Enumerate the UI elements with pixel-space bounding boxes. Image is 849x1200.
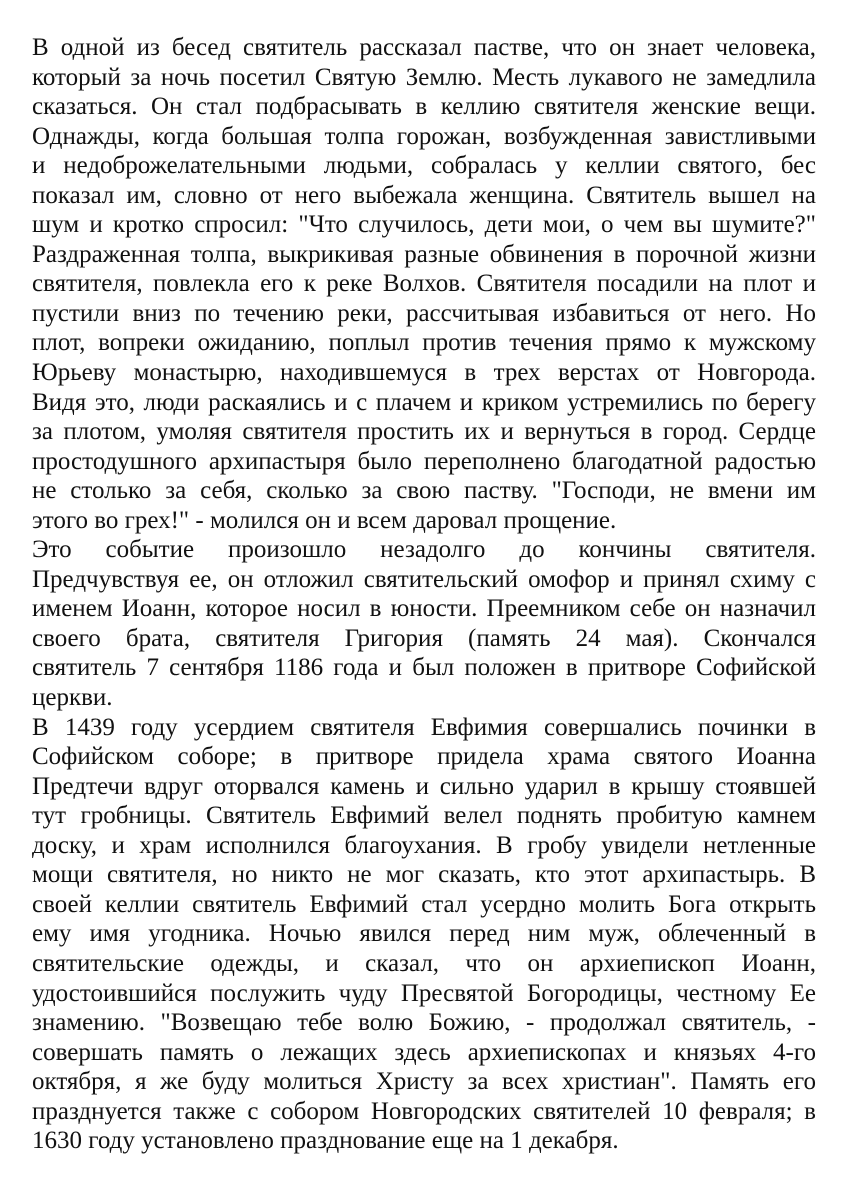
- text-line: показал им, словно от него выбежала женщина. Святитель вышел на: [32, 181, 816, 209]
- paragraph-3: [32, 713, 816, 1156]
- text-line: святитель 7 сентября 1186 года и был положен в притворе Софийской: [32, 654, 816, 682]
- text-line: именем Иоанн, которое носил в юности. Преемником себе он назначил: [32, 595, 816, 623]
- text-line: плот, вопреки ожиданию, поплыл против течения прямо к мужскому: [32, 329, 816, 357]
- text-line: за плотом, умоляя святителя простить их и вернуться в город. Сердце: [32, 418, 816, 446]
- text-line: ему имя угодника. Ночью явился перед ним муж, облеченный в: [32, 920, 816, 948]
- text-line: совершать память о лежащих здесь архиепископах и князьях 4-го: [32, 1038, 816, 1066]
- text-line: церкви.: [32, 684, 113, 712]
- text-line: своего брата, святителя Григория (память 24 мая). Скончался: [32, 624, 816, 652]
- text-line: 1630 году установлено празднование еще на 1 декабря.: [32, 1127, 619, 1155]
- text-line: удостоившийся послужить чуду Пресвятой Богородицы, честному Ее: [32, 979, 816, 1007]
- text-line: празднуется также с собором Новгородских святителей 10 февраля; в: [32, 1097, 816, 1125]
- paragraph-2: [32, 535, 816, 712]
- text-line: и недоброжелательными людьми, собралась у келлии святого, бес: [32, 152, 816, 180]
- text-line: Это событие произошло незадолго до кончины святителя.: [32, 536, 816, 564]
- text-line: доску, и храм исполнился благоухания. В гробу увидели нетленные: [32, 831, 816, 859]
- text-line: пустили вниз по течению реки, рассчитывая избавиться от него. Но: [32, 299, 816, 327]
- text-line: Юрьеву монастырю, находившемуся в трех верстах от Новгорода.: [32, 359, 816, 387]
- text-line: Однажды, когда большая толпа горожан, возбужденная завистливыми: [32, 122, 816, 150]
- text-line: своей келлии святитель Евфимий стал усердно молить Бога открыть: [32, 890, 816, 918]
- text-line: Видя это, люди раскаялись и с плачем и криком устремились по берегу: [32, 388, 816, 416]
- text-line: Софийском соборе; в притворе придела храма святого Иоанна: [32, 743, 816, 771]
- text-line: октября, я же буду молиться Христу за всех христиан". Память его: [32, 1068, 816, 1096]
- text-line: этого во грех!" - молился он и всем даровал прощение.: [32, 506, 617, 534]
- text-line: В одной из бесед святитель рассказал пастве, что он знает человека,: [32, 34, 816, 61]
- text-line: Раздраженная толпа, выкрикивая разные обвинения в порочной жизни: [32, 240, 816, 268]
- text-line: святительские одежды, и сказал, что он архиепископ Иоанн,: [32, 949, 816, 977]
- text-line: В 1439 году усердием святителя Евфимия совершались починки в: [32, 713, 816, 741]
- text-line: сказаться. Он стал подбрасывать в келлию святителя женские вещи.: [32, 93, 816, 121]
- text-line: Предтечи вдруг оторвался камень и сильно ударил в крышу стоявшей: [32, 772, 816, 800]
- text-line: святителя, повлекла его к реке Волхов. Святителя посадили на плот и: [32, 270, 816, 298]
- text-line: шум и кротко спросил: "Что случилось, дети мои, о чем вы шумите?": [32, 211, 816, 239]
- text-line: Предчувствуя ее, он отложил святительский омофор и принял схиму с: [32, 565, 816, 593]
- paragraph-1: [32, 33, 816, 535]
- text-line: знамению. "Возвещаю тебе волю Божию, - продолжал святитель, -: [32, 1009, 816, 1037]
- text-line: простодушного архипастыря было переполнено благодатной радостью: [32, 447, 816, 475]
- text-line: мощи святителя, но никто не мог сказать, кто этот архипастырь. В: [32, 861, 816, 889]
- text-line: тут гробницы. Святитель Евфимий велел поднять пробитую камнем: [32, 802, 816, 830]
- text-line: который за ночь посетил Святую Землю. Месть лукавого не замедлила: [32, 63, 816, 91]
- text-line: не столько за себя, сколько за свою паству. "Господи, не вмени им: [32, 477, 816, 505]
